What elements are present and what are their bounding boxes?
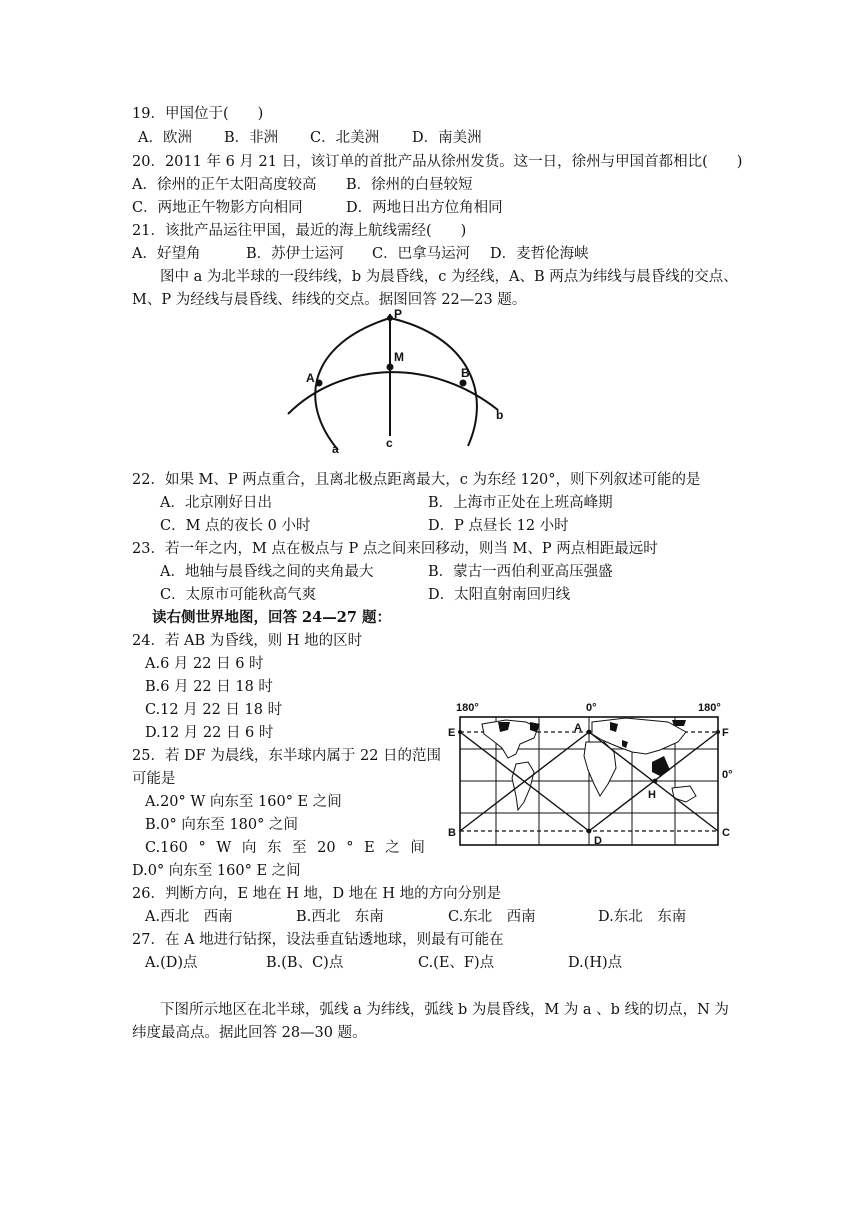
intro-22-line2: M、P 为经线与晨昏线、纬线的交点。据图回答 22—23 题。: [132, 292, 527, 308]
q27-option-d: D.(H)点: [568, 955, 623, 971]
q21-option-d: D．麦哲伦海峡: [490, 246, 589, 262]
label-m: M: [394, 350, 404, 364]
label-a-point: A: [306, 371, 315, 385]
q26-option-c: C.东北 西南: [448, 909, 536, 925]
label-map-a: A: [574, 722, 582, 734]
q24-option-d: D.12 月 22 日 6 时: [145, 725, 274, 741]
label-a-line: a: [332, 442, 339, 456]
label-map-c: C: [722, 827, 730, 839]
label-map-b: B: [448, 827, 456, 839]
q24-option-b: B.6 月 22 日 18 时: [145, 679, 273, 695]
q26-option-d: D.东北 东南: [598, 909, 687, 925]
label-c-line: c: [386, 436, 393, 450]
q26-option-b: B.西北 东南: [296, 909, 384, 925]
q20-option-b: B．徐州的白昼较短: [346, 177, 473, 193]
terminator-diagram: [280, 306, 510, 456]
q20-option-a: A．徐州的正午太阳高度较高: [132, 177, 317, 193]
q19-option-a: A．欧洲: [138, 130, 192, 146]
label-lon-180-right: 180°: [698, 702, 721, 714]
q25-stem-line1: 25．若 DF 为晨线，东半球内属于 22 日的范围: [132, 748, 442, 764]
q27-stem: 27．在 A 地进行钻探，设法垂直钻透地球，则最有可能在: [132, 932, 504, 948]
q24-option-a: A.6 月 22 日 6 时: [145, 656, 264, 672]
q25-option-c: C.160 ° W 向 东 至 20 ° E 之 间: [145, 840, 425, 856]
intro-28-line2: 纬度最高点。据此回答 28—30 题。: [132, 1025, 367, 1041]
label-p: P: [394, 307, 403, 321]
q20-option-d: D．两地日出方位角相同: [346, 200, 503, 216]
q25-option-b: B.0° 向东至 180° 之间: [145, 817, 298, 833]
label-map-f: F: [722, 727, 729, 739]
label-b-line: b: [496, 408, 504, 422]
q25-stem-line2: 可能是: [132, 771, 176, 787]
q27-option-c: C.(E、F)点: [418, 955, 495, 971]
q19-stem: 19．甲国位于( ): [132, 106, 264, 122]
q22-option-a: A．北京刚好日出: [160, 495, 272, 511]
q26-stem: 26．判断方向，E 地在 H 地，D 地在 H 地的方向分别是: [132, 886, 502, 902]
label-lon-180-left: 180°: [456, 702, 479, 714]
q23-option-d: D．太阳直射南回归线: [428, 587, 571, 603]
intro-24: 读右侧世界地图，回答 24—27 题：: [152, 609, 391, 626]
q19-option-c: C．北美洲: [310, 130, 380, 146]
q23-option-c: C．太原市可能秋高气爽: [160, 587, 317, 603]
q27-option-b: B.(B、C)点: [266, 955, 344, 971]
label-map-d: D: [594, 835, 602, 847]
label-b-point: B: [461, 366, 470, 380]
intro-22-line1: 图中 a 为北半球的一段纬线，b 为晨昏线，c 为经线，A、B 两点为纬线与晨昏线的交点、: [160, 269, 738, 285]
q21-option-c: C．巴拿马运河: [372, 246, 471, 262]
q21-option-a: A．好望角: [132, 246, 201, 262]
label-map-e: E: [448, 727, 456, 739]
label-lat-0: 0°: [722, 769, 733, 781]
q19-option-b: B．非洲: [224, 130, 279, 146]
label-lon-0: 0°: [586, 702, 597, 714]
world-map-diagram: [446, 692, 740, 854]
q20-option-c: C．两地正午物影方向相同: [132, 200, 303, 216]
q25-option-a: A.20° W 向东至 160° E 之间: [145, 794, 342, 810]
q21-option-b: B．苏伊士运河: [246, 246, 344, 262]
q26-option-a: A.西北 西南: [145, 909, 233, 925]
q25-option-d: D.0° 向东至 160° E 之间: [132, 863, 301, 879]
q22-option-d: D．P 点昼长 12 小时: [428, 518, 569, 534]
q22-stem: 22．如果 M、P 两点重合，且离北极点距离最大，c 为东经 120°，则下列叙述可能的是: [132, 472, 701, 488]
intro-28-line1: 下图所示地区在北半球，弧线 a 为纬线，弧线 b 为晨昏线，M 为 a 、b 线的切点，N 为: [160, 1002, 729, 1018]
q23-stem: 23．若一年之内，M 点在极点与 P 点之间来回移动，则当 M、P 两点相距最远时: [132, 541, 658, 557]
label-map-h: H: [648, 789, 656, 801]
q22-option-b: B．上海市正处在上班高峰期: [428, 495, 613, 511]
q22-option-c: C．M 点的夜长 0 小时: [160, 518, 311, 534]
q27-option-a: A.(D)点: [145, 955, 198, 971]
q23-option-b: B．蒙古一西伯利亚高压强盛: [428, 564, 613, 580]
q20-stem: 20．2011 年 6 月 21 日，该订单的首批产品从徐州发货。这一日，徐州与甲国首都相比( ): [132, 154, 743, 170]
q24-option-c: C.12 月 22 日 18 时: [145, 702, 283, 718]
q19-option-d: D．南美洲: [412, 130, 482, 146]
q24-stem: 24．若 AB 为昏线，则 H 地的区时: [132, 633, 363, 649]
q23-option-a: A．地轴与晨昏线之间的夹角最大: [160, 564, 374, 580]
q21-stem: 21．该批产品运往甲国，最近的海上航线需经( ): [132, 223, 467, 239]
